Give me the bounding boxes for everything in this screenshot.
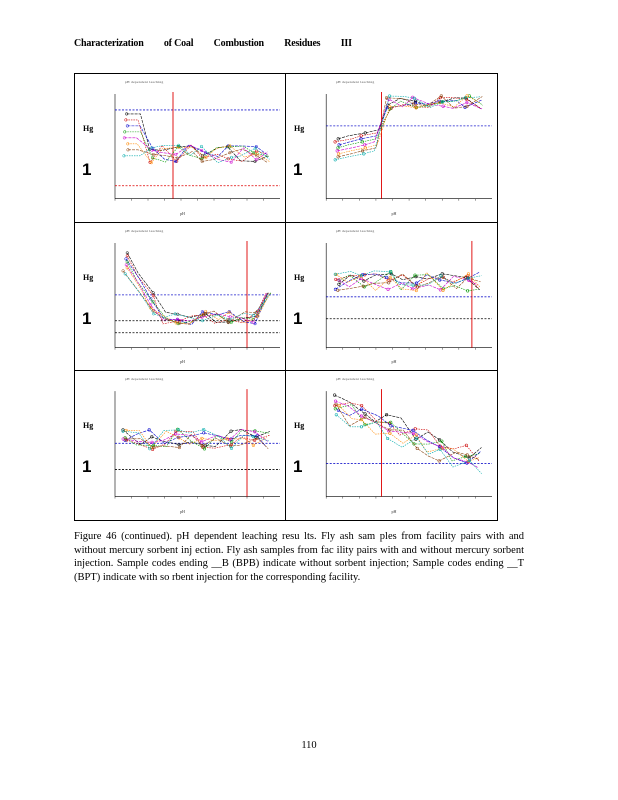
series-line	[339, 100, 482, 145]
series-line	[336, 272, 480, 290]
y-axis-unit: 1	[82, 160, 92, 179]
y-axis-label: Hg	[294, 421, 305, 431]
series-line	[335, 96, 480, 160]
series-line	[125, 274, 270, 321]
x-axis-label: pH	[391, 210, 397, 216]
x-axis-label: pH	[180, 359, 185, 365]
y-axis-unit: 1	[293, 308, 303, 328]
chart-plot	[286, 74, 497, 222]
x-axis-label: pH	[391, 359, 397, 365]
data-point	[203, 448, 206, 451]
data-point	[334, 400, 337, 403]
chart-panel	[75, 371, 286, 520]
header-part: III	[340, 38, 352, 49]
chart-panel	[75, 223, 286, 372]
y-axis-unit: 1	[293, 457, 303, 477]
x-axis-label: pH	[391, 509, 397, 514]
series-line	[338, 409, 480, 463]
figure-grid	[74, 73, 498, 521]
chart-plot	[75, 74, 285, 222]
x-axis-label: pH	[180, 210, 185, 216]
panel-title: pH dependent leaching	[336, 80, 375, 84]
data-point	[152, 312, 155, 315]
x-axis-label: pH	[180, 509, 185, 514]
panel-title: pH dependent leaching	[125, 80, 164, 84]
chart-panel	[286, 223, 497, 372]
data-point	[387, 288, 390, 291]
data-point	[416, 447, 419, 450]
data-point	[126, 254, 129, 257]
chart-plot	[286, 371, 497, 520]
series-line	[127, 126, 268, 162]
y-axis-unit: 1	[82, 457, 92, 477]
data-point	[252, 321, 255, 324]
series-line	[339, 271, 478, 290]
chart-plot	[75, 223, 285, 371]
series-line	[338, 96, 483, 148]
data-point	[364, 413, 367, 416]
chart-panel	[286, 74, 497, 223]
y-axis-label: Hg	[294, 272, 305, 282]
panel-title: pH dependent leaching	[125, 228, 164, 233]
series-line	[339, 406, 479, 462]
header-part: of Coal	[163, 38, 194, 49]
data-point	[152, 291, 155, 294]
chart-panel	[75, 74, 286, 223]
header-part: Characterization	[74, 38, 144, 49]
y-axis-unit: 1	[293, 160, 303, 179]
series-line	[126, 265, 266, 322]
data-point	[200, 145, 203, 148]
header-part: Combustion	[213, 38, 264, 49]
panel-title: pH dependent leaching	[336, 377, 375, 382]
header-part: Residues	[284, 38, 321, 49]
chart-plot	[286, 223, 497, 371]
data-point	[386, 438, 389, 441]
data-point	[439, 288, 442, 291]
panel-title: pH dependent leaching	[125, 377, 164, 382]
series-line	[335, 395, 482, 458]
running-header	[74, 38, 370, 49]
data-point	[335, 414, 338, 417]
panel-title: pH dependent leaching	[336, 228, 375, 233]
chart-panel	[286, 371, 497, 520]
y-axis-label: Hg	[83, 421, 94, 431]
y-axis-unit: 1	[82, 308, 92, 328]
y-axis-label: Hg	[83, 272, 94, 282]
chart-plot	[75, 371, 285, 520]
y-axis-label: Hg	[294, 124, 305, 133]
page-number: 110	[301, 740, 317, 751]
series-line	[339, 96, 480, 154]
figure-caption: Figure 46 (continued). pH dependent leaching resu lts. Fly ash sam ples from facility pairs with and without mercury sorbent inj ection. Fly ash samples from fac ility pairs with and without mercury sorbent injection. Sample codes ending __B (BPB) indicate without sorbent injection; Sample codes ending __T (BPT) indicate with so rbent injection for the corresponding facility.	[74, 531, 524, 583]
series-line	[336, 415, 481, 474]
series-line	[338, 98, 481, 139]
y-axis-label: Hg	[83, 124, 94, 133]
